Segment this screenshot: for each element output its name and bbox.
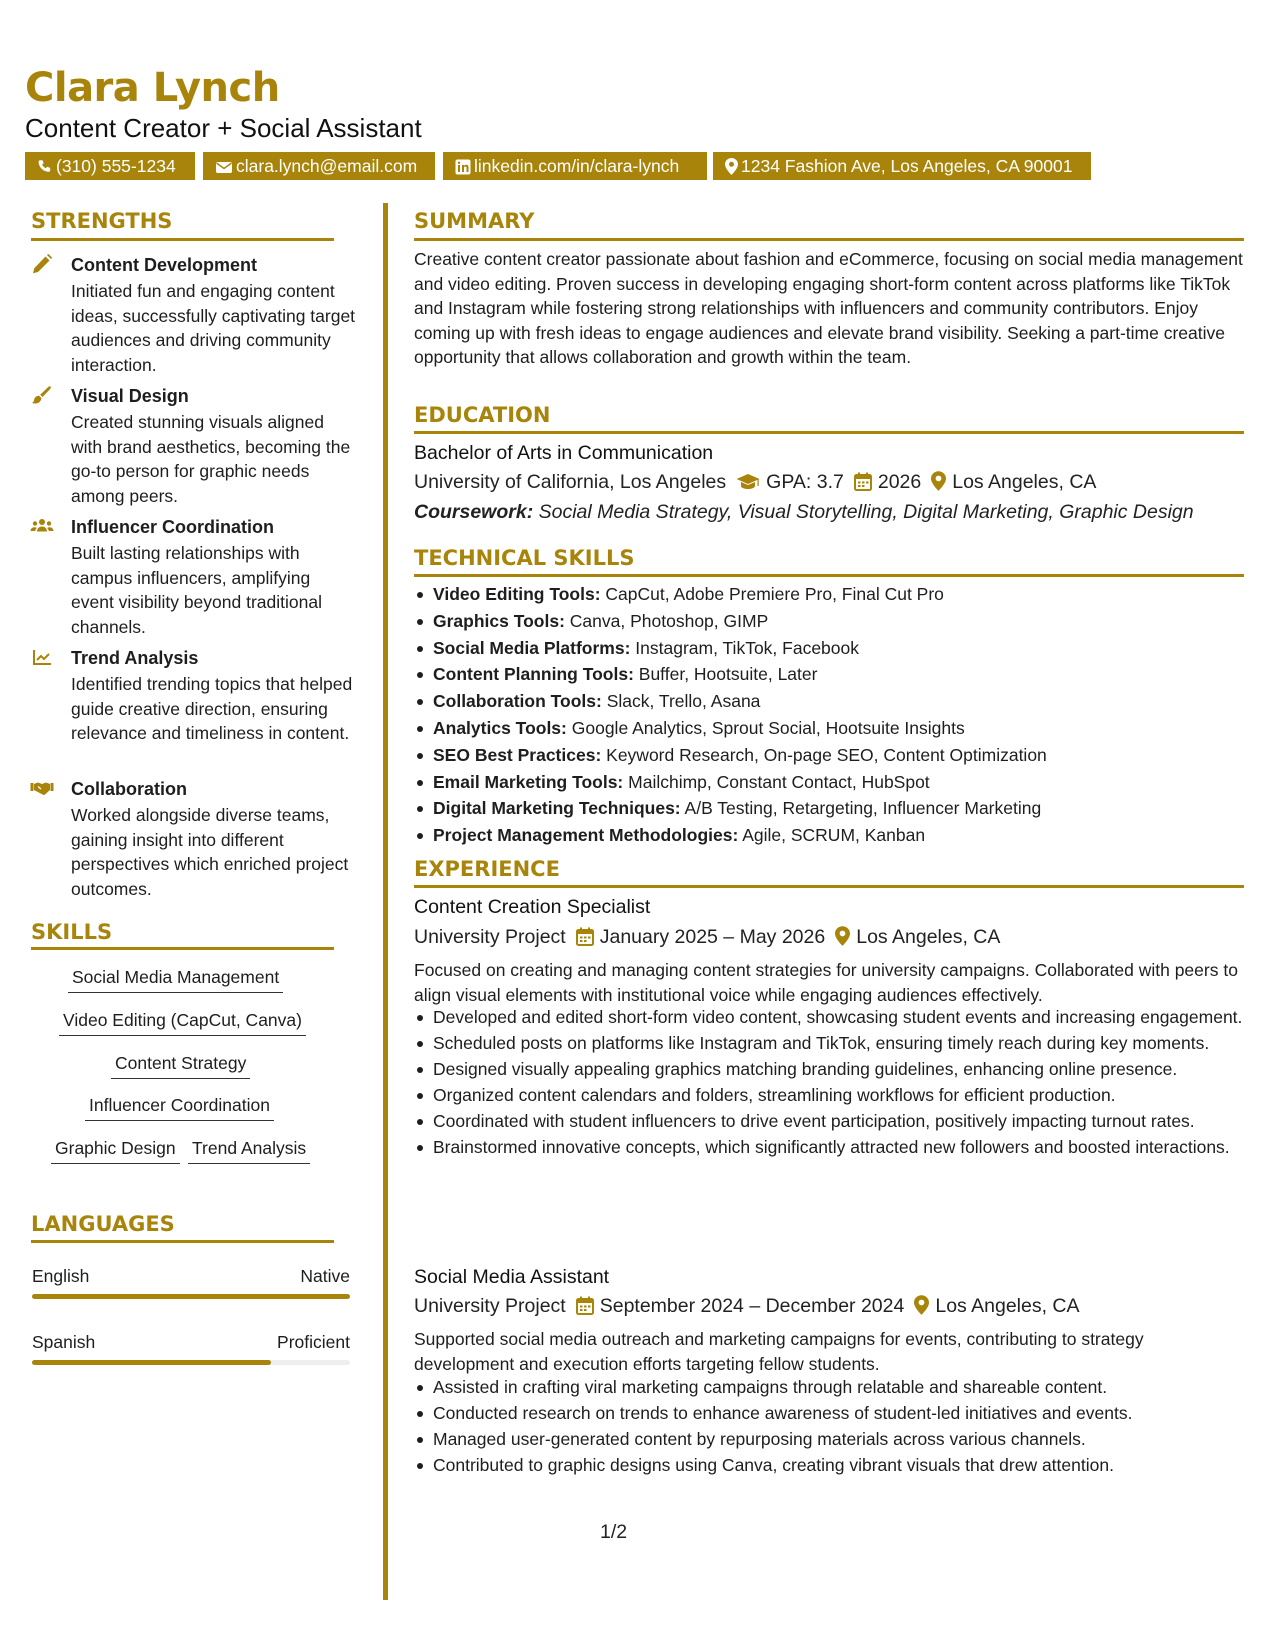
tech-skill-value: Canva, Photoshop, GIMP (569, 610, 769, 631)
list-item (433, 822, 1263, 849)
job-bullets-2 (414, 1375, 1263, 1479)
list-item: Conducted research on trends to enhance awareness of student-led initiatives and events. (433, 1401, 1263, 1426)
tech-skill-label: Social Media Platforms: (433, 637, 631, 658)
job-location: Los Angeles, CA (935, 1295, 1080, 1317)
list-item: Managed user-generated content by repurposing materials across various channels. (433, 1427, 1263, 1452)
page-number: 1/2 (600, 1521, 628, 1543)
map-pin-icon (725, 158, 738, 175)
tech-skill-label: Collaboration Tools: (433, 691, 602, 712)
list-item (433, 608, 1263, 635)
skill-tag: Content Strategy (111, 1051, 250, 1079)
handshake-icon (30, 778, 54, 800)
chart-line-icon (30, 647, 54, 669)
phone-text: (310) 555-1234 (56, 156, 176, 176)
tech-skill-label: Graphics Tools: (433, 610, 565, 631)
tech-skill-label: SEO Best Practices: (433, 744, 602, 765)
list-item: Contributed to graphic designs using Canva, creating vibrant visuals that drew attention. (433, 1453, 1263, 1478)
job-org: University Project (414, 926, 566, 948)
skill-tag: Influencer Coordination (85, 1093, 274, 1121)
technical-skills-list (414, 581, 1263, 849)
skill-tag: Social Media Management (68, 965, 283, 993)
tech-skill-label: Video Editing Tools: (433, 584, 601, 604)
tech-skill-value: A/B Testing, Retargeting, Influencer Marketing (684, 798, 1042, 819)
tech-skill-value: Slack, Trello, Asana (606, 691, 761, 712)
education-meta (414, 469, 1096, 495)
strength-name: Influencer Coordination (71, 517, 275, 537)
job-summary-2: Supported social media outreach and marketing campaigns for events, contributing to strategy development and execution efforts targeting fellow students. (414, 1329, 1144, 1374)
coursework-list: Social Media Strategy, Visual Storytelling, Digital Marketing, Graphic Design (538, 501, 1194, 523)
tech-skill-label: Email Marketing Tools: (433, 771, 624, 792)
email-text: clara.lynch@email.com (236, 156, 418, 176)
strength-desc: Identified trending topics that helped guide creative direction, ensuring relevance and timeliness in content. (71, 674, 353, 743)
strength-desc: Initiated fun and engaging content ideas, successfully captivating target audiences and driving community interaction. (71, 281, 356, 375)
list-item (433, 715, 1263, 742)
job-meta-1 (414, 924, 1000, 950)
strength-name: Visual Design (71, 386, 189, 406)
candidate-name: Clara Lynch (25, 65, 280, 111)
job-title-2: Social Media Assistant (414, 1266, 610, 1288)
strength-item (30, 778, 350, 898)
job-bullets-1 (414, 1005, 1263, 1161)
address-chip[interactable] (713, 152, 1091, 180)
job-title: Content Creator + Social Assistant (25, 113, 422, 143)
education-coursework (414, 499, 1194, 525)
language-bar-fill (32, 1360, 271, 1365)
skills-rule (31, 947, 334, 950)
pencil-icon (30, 254, 54, 276)
job-meta-2 (414, 1293, 1080, 1319)
skill-tag: Trend Analysis (188, 1136, 310, 1164)
calendar-icon (576, 1296, 594, 1315)
education-rule (414, 431, 1244, 434)
graduation-cap-icon (736, 473, 760, 491)
language-bar (32, 1294, 350, 1299)
list-item (433, 661, 1263, 688)
map-pin-icon (835, 926, 850, 946)
language-name: Spanish (32, 1332, 96, 1352)
phone-icon (37, 159, 53, 175)
technical-skills-title: TECHNICAL SKILLS (414, 546, 635, 570)
job-org: University Project (414, 1295, 566, 1317)
tech-skill-label: Project Management Methodologies: (433, 825, 739, 846)
education-degree: Bachelor of Arts in Communication (414, 442, 714, 464)
email-chip[interactable] (203, 152, 435, 180)
list-item: Brainstormed innovative concepts, which significantly attracted new followers and boosted interactions. (433, 1135, 1263, 1160)
language-bar-fill (32, 1294, 350, 1299)
education-year: 2026 (877, 471, 922, 493)
tech-skill-label: Content Planning Tools: (433, 664, 634, 685)
job-location: Los Angeles, CA (856, 926, 1001, 948)
strength-name: Content Development (71, 255, 258, 275)
address-text: 1234 Fashion Ave, Los Angeles, CA 90001 (741, 156, 1073, 176)
education-location: Los Angeles, CA (952, 471, 1097, 493)
list-item (433, 635, 1263, 662)
strength-desc: Created stunning visuals aligned with brand aesthetics, becoming the go-to person for graphic needs among peers. (71, 412, 351, 506)
job-dates: September 2024 – December 2024 (599, 1295, 905, 1317)
tech-skill-value: Mailchimp, Constant Contact, HubSpot (628, 771, 930, 792)
experience-rule (414, 885, 1244, 888)
list-item: Scheduled posts on platforms like Instagram and TikTok, ensuring timely reach during key moments. (433, 1031, 1263, 1056)
tech-skill-value: CapCut, Adobe Premiere Pro, Final Cut Pro (605, 584, 944, 604)
list-item: Assisted in crafting viral marketing campaigns through relatable and shareable content. (433, 1375, 1263, 1400)
language-level: Proficient (277, 1332, 350, 1352)
education-title: EDUCATION (414, 403, 551, 427)
column-divider (383, 203, 388, 1600)
list-item: Coordinated with student influencers to drive event participation, positively impacting turnout rates. (433, 1109, 1263, 1134)
experience-title: EXPERIENCE (414, 857, 560, 881)
job-dates: January 2025 – May 2026 (599, 926, 826, 948)
list-item: Designed visually appealing graphics matching branding guidelines, enhancing online presence. (433, 1057, 1263, 1082)
strength-item (30, 385, 350, 505)
languages-rule (31, 1240, 334, 1243)
language-level: Native (300, 1266, 350, 1286)
envelope-icon (215, 160, 233, 175)
tech-skill-value: Keyword Research, On-page SEO, Content Optimization (606, 744, 1047, 765)
list-item: Organized content calendars and folders, streamlining workflows for efficient production. (433, 1083, 1263, 1108)
strength-item (30, 254, 356, 375)
tech-skill-label: Digital Marketing Techniques: (433, 798, 681, 819)
map-pin-icon (914, 1295, 929, 1315)
job-title-1: Content Creation Specialist (414, 896, 651, 918)
language-bar (32, 1360, 350, 1365)
skill-tag: Graphic Design (51, 1136, 180, 1164)
languages-title: LANGUAGES (31, 1212, 175, 1236)
skills-title: SKILLS (31, 920, 113, 944)
job-summary-1: Focused on creating and managing content strategies for university campaigns. Collaborated with peers to align visual elements with institutional voice while engaging audiences effectively. (414, 960, 1238, 1005)
education-school: University of California, Los Angeles (414, 471, 727, 493)
summary-title: SUMMARY (414, 209, 535, 233)
linkedin-chip[interactable] (443, 152, 707, 180)
strength-item (30, 516, 350, 636)
list-item (433, 795, 1263, 822)
technical-skills-rule (414, 574, 1244, 577)
tech-skill-value: Instagram, TikTok, Facebook (635, 637, 860, 658)
users-icon (30, 516, 54, 538)
linkedin-icon (455, 159, 471, 175)
skill-tag: Video Editing (CapCut, Canva) (59, 1008, 306, 1036)
phone-chip[interactable] (25, 152, 195, 180)
list-item (433, 742, 1263, 769)
strength-item (30, 647, 353, 767)
strengths-rule (31, 238, 334, 241)
map-pin-icon (931, 471, 946, 491)
tech-skill-label: Analytics Tools: (433, 717, 567, 738)
language-name: English (32, 1266, 90, 1286)
strength-desc: Worked alongside diverse teams, gaining insight into different perspectives which enriched project outcomes. (71, 805, 349, 899)
calendar-icon (854, 472, 872, 491)
list-item (433, 769, 1263, 796)
list-item (433, 688, 1263, 715)
tech-skill-value: Google Analytics, Sprout Social, Hootsuite Insights (571, 717, 965, 738)
coursework-label: Coursework: (414, 501, 534, 523)
paintbrush-icon (30, 385, 54, 407)
tech-skill-value: Buffer, Hootsuite, Later (638, 664, 818, 685)
list-item: Developed and edited short-form video content, showcasing student events and increasing engagement. (433, 1005, 1263, 1030)
strengths-title: STRENGTHS (31, 209, 173, 233)
tech-skill-value: Agile, SCRUM, Kanban (742, 825, 926, 846)
summary-text: Creative content creator passionate about fashion and eCommerce, focusing on social media management and video editing. Proven success in developing engaging short-form content across platforms like TikTok and Instagram while fostering strong relationships with influencers and community contributors. Enjoy coming up with fresh ideas to engage audiences and elevate brand visibility. Seeking a part-time creative opportunity that allows collaboration and growth within the team. (414, 249, 1243, 367)
strength-name: Trend Analysis (71, 648, 199, 668)
strength-name: Collaboration (71, 779, 187, 799)
education-gpa: GPA: 3.7 (766, 471, 844, 493)
linkedin-text: linkedin.com/in/clara-lynch (474, 156, 680, 176)
calendar-icon (576, 927, 594, 946)
list-item (433, 581, 1263, 608)
summary-rule (414, 238, 1244, 241)
strength-desc: Built lasting relationships with campus influencers, amplifying event visibility beyond traditional channels. (71, 543, 322, 637)
